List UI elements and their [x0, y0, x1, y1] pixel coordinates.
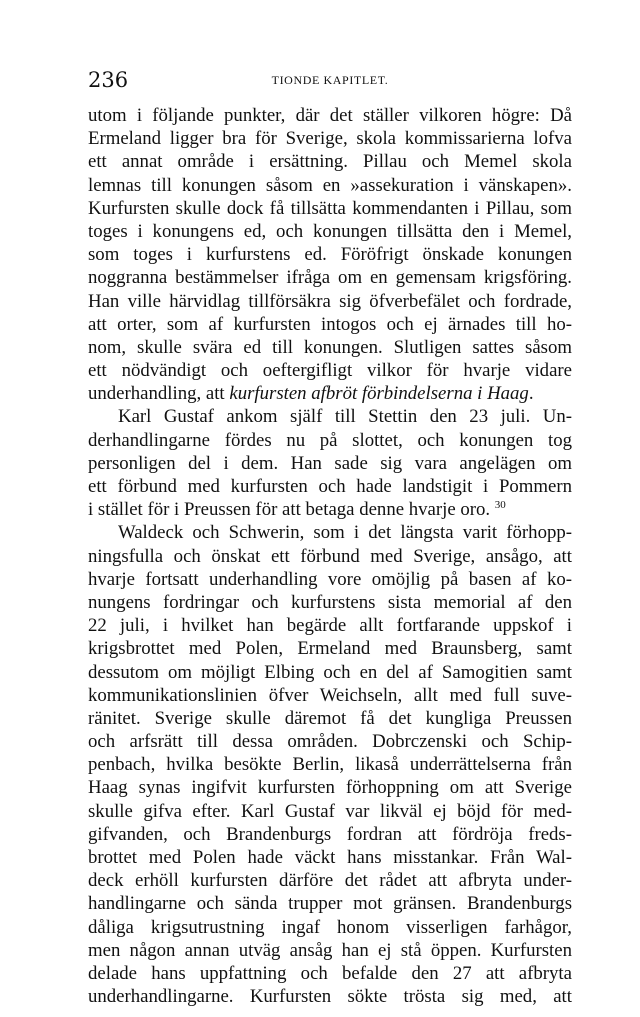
text-line: [88, 753, 572, 776]
line-text: Haag synas ingifvit kurfursten förhoppning om att Sverige: [88, 777, 572, 799]
line-text: dåliga krigsutrustning ingaf honom visserligen farhågor,: [88, 916, 572, 938]
line-text: brottet med Polen hade väckt hans misstankar. Från Wal-: [88, 847, 572, 868]
text-line: [88, 266, 572, 289]
text-line: [88, 220, 572, 243]
line-text: ett nödvändigt och oeftergifligt vilkor för hvarje vidare: [88, 360, 572, 382]
line-text: noggranna bestämmelser ifråga om en gemensam krigsföring.: [88, 267, 572, 289]
line-text: att orter, som af kurfursten intogos och ej ärnades till ho-: [88, 313, 572, 335]
text-line: [88, 475, 572, 498]
text-line: [88, 174, 572, 197]
line-text: nom, skulle svära ed till konungen. Slutligen sattes såsom: [88, 336, 572, 358]
text-line: [88, 661, 572, 684]
text-line: [88, 985, 572, 1008]
text-line: [88, 800, 572, 823]
text-line: [88, 290, 572, 313]
line-text: Karl Gustaf ankom själf till Stettin den 23 juli. Un-: [118, 406, 572, 428]
text-line: [88, 637, 572, 660]
line-text: Han ville härvidlag tillförsäkra sig öfverbefälet och fordrade,: [88, 290, 572, 312]
text-line: [88, 939, 572, 962]
text-line: [88, 452, 572, 475]
page-number: 236: [88, 68, 129, 92]
text-line: [88, 336, 572, 359]
line-text: Ermeland ligger bra för Sverige, skola kommissarierna lofva: [88, 128, 572, 150]
line-text: .: [528, 383, 534, 405]
page-header: [88, 66, 572, 94]
text-line: [88, 823, 572, 846]
line-text: ett annat område i ersättning. Pillau och Memel skola: [88, 151, 572, 173]
line-text: men någon annan utväg ansåg han ej stå öppen. Kurfursten: [88, 939, 572, 961]
line-text: Kurfursten skulle dock få tillsätta kommendanten i Pillau, som: [88, 197, 572, 219]
line-text: 22 juli, i hvilket han begärde allt fortfarande uppskof i: [88, 615, 572, 637]
line-text: krigsbrottet med Polen, Ermeland med Braunsberg, samt: [88, 638, 572, 660]
line-text: underhandlingarne. Kurfursten sökte trösta sig med, att: [88, 986, 572, 1008]
line-text: toges i konungens ed, och konungen tillsätta den i Memel,: [88, 220, 572, 242]
line-text: hvarje fortsatt underhandling vore omöjlig på basen af ko-: [88, 568, 572, 590]
line-text: derhandlingarne fördes nu på slottet, och konungen tog: [88, 429, 572, 451]
line-text: i stället för i Preussen för att betaga denne hvarje oro.: [88, 499, 491, 521]
text-line: [88, 684, 572, 707]
line-text: underhandling, att: [88, 383, 230, 405]
text-line: [88, 405, 572, 428]
text-line: [88, 776, 572, 799]
line-text: kommunikationslinien öfver Weichseln, allt med full suve-: [88, 684, 572, 706]
text-line: [88, 962, 572, 985]
line-text: dessutom om möjligt Elbing och en del af Samogitien samt: [88, 661, 572, 683]
text-line: [88, 916, 572, 939]
text-line: [88, 243, 572, 266]
line-text: ningsfulla och önskat ett förbund med Sverige, ansågo, att: [88, 545, 572, 567]
line-text: som toges i kurfurstens ed. Föröfrigt önskade konungen: [88, 244, 572, 266]
line-text: och arfsrätt till dessa områden. Dobrczenski och Schip-: [88, 731, 572, 753]
line-text: delade hans uppfattning och befalde den 27 att afbryta: [88, 962, 572, 984]
line-text: handlingarne och sända trupper mot gränsen. Brandenburgs: [88, 893, 572, 915]
text-line: [88, 150, 572, 173]
text-line: [88, 568, 572, 591]
text-line: [88, 707, 572, 730]
text-line: [88, 382, 572, 405]
text-line: [88, 869, 572, 892]
text-line: [88, 359, 572, 382]
text-line: [88, 521, 572, 544]
line-text: utom i följande punkter, där det ställer vilkoren högre: Då: [88, 105, 572, 126]
line-text: skulle gifva efter. Karl Gustaf var likväl ej böjd för med-: [88, 800, 572, 822]
line-text: lemnas till konungen såsom en »assekuration i vänskapen».: [88, 174, 572, 196]
text-line: [88, 104, 572, 127]
line-text: Waldeck och Schwerin, som i det längsta varit förhopp-: [118, 522, 572, 544]
text-line: [88, 429, 572, 452]
text-line: [88, 730, 572, 753]
text-line: [88, 197, 572, 220]
line-text: gifvanden, och Brandenburgs fordran att fördröja freds-: [88, 823, 572, 845]
text-line: [88, 892, 572, 915]
text-line: [88, 614, 572, 637]
line-text: ränitet. Sverige skulle däremot få det kungliga Preussen: [88, 707, 572, 729]
text-line: [88, 545, 572, 568]
chapter-running-head: TIONDE KAPITLET.: [271, 73, 389, 87]
line-text: nungens fordringar och kurfurstens sista memorial af den: [88, 591, 572, 613]
text-line: [88, 313, 572, 336]
line-text: deck erhöll kurfursten därföre det rådet att afbryta under-: [88, 870, 572, 892]
line-text: personligen del i dem. Han sade sig vara angelägen om: [88, 452, 572, 474]
line-text: penbach, hvilka besökte Berlin, likaså underrättelserna från: [88, 754, 572, 776]
line-text: ett förbund med kurfursten och hade landstigit i Pommern: [88, 476, 572, 497]
italic-text: kurfursten afbröt förbindelserna i Haag: [229, 383, 529, 405]
body-text: [88, 104, 572, 1008]
text-line: [88, 127, 572, 150]
text-line: [88, 591, 572, 614]
text-line: [88, 846, 572, 869]
footnote-marker: 30: [494, 499, 506, 512]
text-line: [88, 498, 572, 521]
